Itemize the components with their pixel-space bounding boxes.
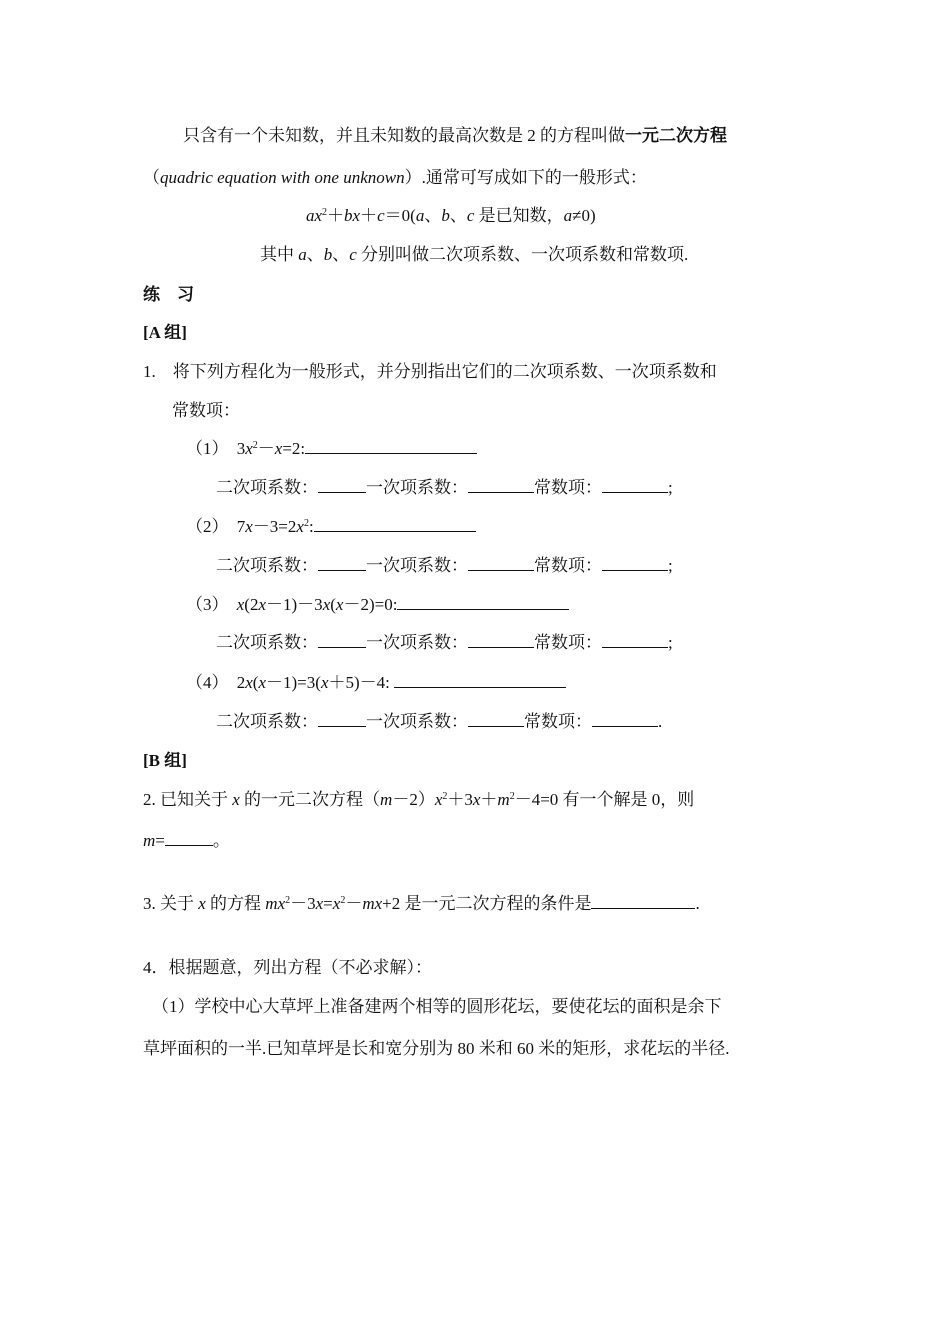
const-term-blank[interactable] xyxy=(602,478,668,493)
q3-line: 3. 关于 x 的方程 $mx^2-3x=x^2-mx+2$ 是一元二次方程的条件是 . xyxy=(143,894,700,913)
q4-sub-line-2: 草坪面积的一半.已知草坪是长和宽分别为 80 米和 60 米的矩形，求花坛的半径. xyxy=(143,1039,730,1058)
q1-item-4-coefficients: 二次项系数： 一次项系数： 常数项： . xyxy=(216,712,663,731)
q1-item-1-coefficients: 二次项系数： 一次项系数： 常数项： ; xyxy=(216,478,673,497)
linear-coef-blank[interactable] xyxy=(468,478,534,493)
q4-sub-line-1: （1）学校中心大草坪上准备建两个相等的圆形花坛，要使花坛的面积是余下 xyxy=(152,997,722,1016)
q1-item-3-coefficients: 二次项系数： 一次项系数： 常数项： ; xyxy=(216,633,673,652)
q1-item-2: （2） $7x-3=2x^2$: xyxy=(186,516,476,538)
linear-coef-blank[interactable] xyxy=(468,556,534,571)
q1-item-1: （1） $3x^2-x=2$: xyxy=(186,438,477,460)
q2-line-2: m= 。 xyxy=(143,831,230,850)
general-form: $ax^2+bx+c=0(a$、b、c 是已知数，a≠0) xyxy=(306,206,596,225)
term-bold: 一元二次方程 xyxy=(625,126,727,145)
const-term-blank[interactable] xyxy=(602,633,668,648)
q1-item-2-coefficients: 二次项系数： 一次项系数： 常数项： ; xyxy=(216,556,673,575)
linear-coef-blank[interactable] xyxy=(468,633,534,648)
section-title: 练 习 xyxy=(143,285,194,304)
const-term-blank[interactable] xyxy=(592,712,658,727)
intro-line-4: 其中 a、b、c 分别叫做二次项系数、一次项系数和常数项. xyxy=(260,245,689,264)
intro-line-1: 只含有一个未知数，并且未知数的最高次数是 2 的方程叫做一元二次方程 xyxy=(183,126,727,145)
english-term: quadric equation with one unknown xyxy=(160,168,405,187)
answer-blank[interactable] xyxy=(394,673,566,688)
group-a-title: [A 组] xyxy=(143,323,187,342)
quad-coef-blank[interactable] xyxy=(318,478,366,493)
quad-coef-blank[interactable] xyxy=(318,633,366,648)
q2-line-1: 2. 已知关于 x 的一元二次方程$(m-2)x^2+3x+m^2-4=0$ 有一个解是 0，则 xyxy=(143,790,695,809)
condition-answer-blank[interactable] xyxy=(591,894,695,909)
m-answer-blank[interactable] xyxy=(165,831,213,846)
answer-blank[interactable] xyxy=(397,595,569,610)
quad-coef-blank[interactable] xyxy=(318,712,366,727)
q4-prompt: 4．根据题意，列出方程（不必求解）： xyxy=(143,958,432,977)
q1-item-3: （3） x(2x－1)－3x(x－2)=0: xyxy=(186,594,569,616)
answer-blank[interactable] xyxy=(305,439,477,454)
group-b-title: [B 组] xyxy=(143,751,187,770)
answer-blank[interactable] xyxy=(314,517,476,532)
q1-prompt-line-2: 常数项： xyxy=(172,401,240,420)
quad-coef-blank[interactable] xyxy=(318,556,366,571)
q1-item-4: （4） 2x(x－1)=3(x＋5)－4: xyxy=(186,672,566,694)
q1-prompt-line-1: 1. 将下列方程化为一般形式，并分别指出它们的二次项系数、一次项系数和 xyxy=(143,362,717,381)
intro-line-2: （quadric equation with one unknown）.通常可写成如下的一般形式： xyxy=(143,168,647,187)
const-term-blank[interactable] xyxy=(602,556,668,571)
linear-coef-blank[interactable] xyxy=(468,712,524,727)
